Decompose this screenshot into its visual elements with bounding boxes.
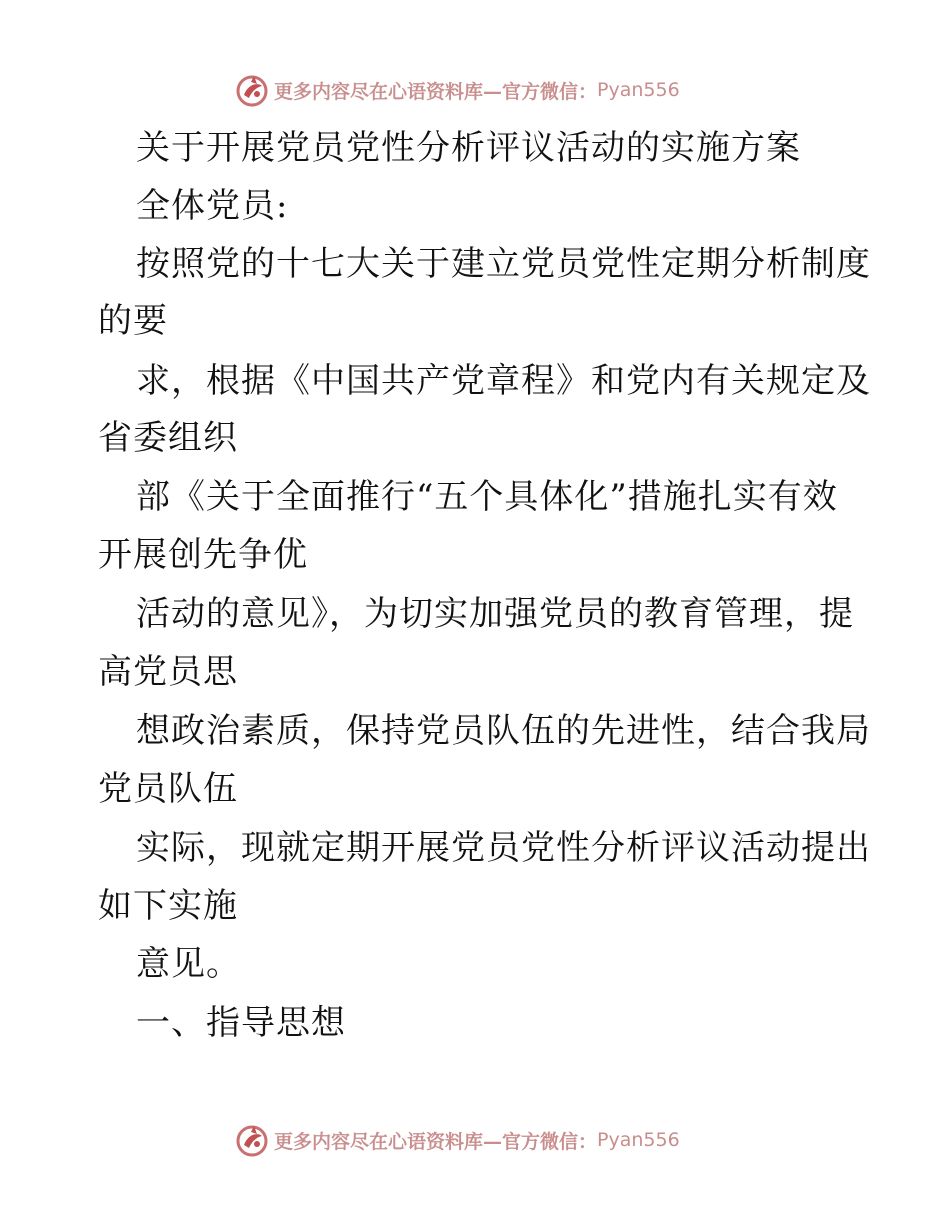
section-heading: 一、指导思想 (136, 1003, 346, 1043)
salutation: 全体党员: (136, 186, 289, 226)
paragraph-line: 开展创先争优 (98, 535, 308, 575)
watermark-id: Pyan556 (597, 1129, 680, 1151)
paragraph-line: 党员队伍 (98, 769, 238, 809)
paragraph-line: 的要 (98, 301, 168, 341)
watermark-id: Pyan556 (597, 79, 680, 101)
paragraph-line: 如下实施 (98, 886, 238, 926)
paragraph-line: 想政治素质，保持党员队伍的先进性，结合我局 (136, 711, 871, 751)
paragraph-line: 意见。 (136, 944, 241, 984)
footer-watermark (232, 1120, 680, 1160)
paragraph-line: 省委组织 (98, 418, 238, 458)
paragraph-line: 高党员思 (98, 652, 238, 692)
watermark-text: 更多内容尽在心语资料库—官方微信： (274, 80, 598, 103)
paragraph-line: 活动的意见》，为切实加强党员的教育管理，提 (136, 594, 854, 634)
logo-icon (232, 1120, 272, 1160)
document-title: 关于开展党员党性分析评议活动的实施方案 (136, 128, 801, 168)
paragraph-line: 按照党的十七大关于建立党员党性定期分析制度 (136, 244, 871, 284)
paragraph-line: 部《关于全面推行“五个具体化”措施扎实有效 (136, 477, 838, 517)
watermark-text: 更多内容尽在心语资料库—官方微信： (274, 1130, 598, 1153)
paragraph-line: 实际，现就定期开展党员党性分析评议活动提出 (136, 828, 871, 868)
paragraph-line: 求，根据《中国共产党章程》和党内有关规定及 (136, 361, 871, 401)
